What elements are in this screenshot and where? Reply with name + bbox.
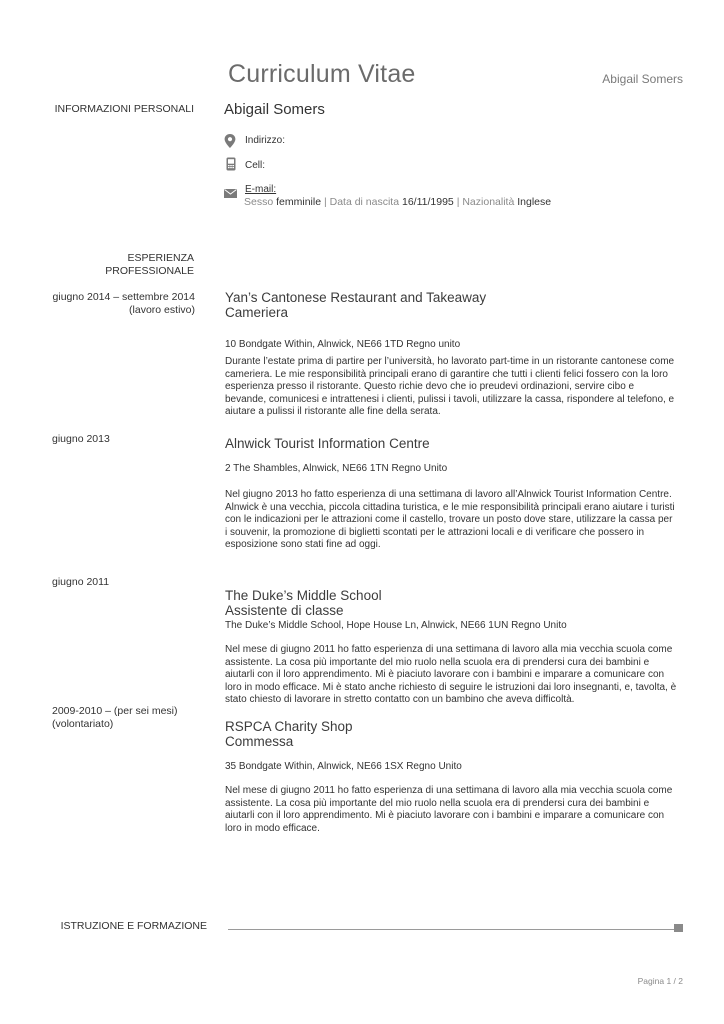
job-description: Nel mese di giugno 2011 ho fatto esperienza di una settimana di lavoro alla mia vecchia scuola come assistente. La cosa più importante del mio ruolo nella scuola era di prendersi cura dei bambini e aiutarli con il loro apprendimento. Mi è piaciuto lavorare con i bambini e imparare a comunicare con loro in modo efficace. [225, 785, 673, 834]
job-description: Nel giugno 2013 ho fatto esperienza di una settimana di lavoro all’Alnwick Tourist Information Centre. Alnwick è una vecchia, piccola cittadina turistica, e le mie responsibilità principali erano aiutare i turisti con le indicazioni per le attrazioni come il castello, trovare un posto dove stare, utilizzare la cassa per i souvenir, la promozione di biglietti scontati per le attrazioni locali e di verificare che possero in esposizione sono stati fine ad oggi. [225, 489, 675, 551]
location-pin-icon [224, 134, 236, 153]
job-role: Commessa [225, 734, 294, 749]
section-label-personal: INFORMAZIONI PERSONALI [54, 103, 194, 115]
job-date [52, 705, 177, 731]
sex-label: Sesso [244, 196, 274, 208]
job-date-line2: (volontariato) [52, 718, 114, 730]
job-employer: Alnwick Tourist Information Centre [225, 436, 430, 451]
cell-label: Cell: [245, 160, 266, 171]
address-label: Indirizzo: [245, 135, 286, 146]
job-date: giugno 2011 [52, 576, 110, 588]
email-label: E-mail: [245, 184, 277, 195]
section-divider [228, 929, 674, 930]
section-label-education: ISTRUZIONE E FORMAZIONE [60, 920, 207, 932]
personal-details [244, 196, 551, 208]
job-role: Cameriera [225, 305, 289, 320]
nationality-label: | Nazionalità [456, 196, 515, 208]
job-date [53, 291, 195, 317]
job-date-line1: giugno 2014 – settembre 2014 [52, 291, 195, 303]
section-label-experience-line1: ESPERIENZA [127, 252, 194, 264]
birth-value: 16/11/1995 [402, 196, 454, 208]
job-date: giugno 2013 [52, 433, 110, 445]
document-title: Curriculum Vitae [228, 60, 416, 88]
sex-value: femminile [276, 196, 322, 208]
job-address: 2 The Shambles, Alnwick, NE66 1TN Regno Unito [225, 463, 448, 474]
full-name: Abigail Somers [224, 101, 325, 118]
job-employer: Yan’s Cantonese Restaurant and Takeaway [225, 290, 487, 305]
job-role: Assistente di classe [225, 603, 344, 618]
header-name: Abigail Somers [602, 72, 683, 86]
phone-icon [226, 157, 236, 176]
nationality-value: Inglese [517, 196, 552, 208]
section-label-experience [105, 252, 194, 278]
job-date-line1: 2009-2010 – (per sei mesi) [52, 705, 178, 717]
job-address: 35 Bondgate Within, Alnwick, NE66 1SX Regno Unito [225, 761, 462, 772]
job-description: Nel mese di giugno 2011 ho fatto esperienza di una settimana di lavoro alla mia vecchia scuola come assistente. La cosa più importante del mio ruolo nella scuola era di prendersi cura dei bambini e aiutarli con il loro apprendimento. Mi è piaciuto lavorare con i bambini e imparare a comunicare con loro in modo efficace. Mi è stato anche richiesto di seguire le istruzioni dai loro insegnanti, e, tavolta, è stato chiesto di lavorare in stretto contatto con un bambino che aveva difficoltà. [225, 644, 677, 706]
email-icon [224, 185, 237, 203]
job-date-line2: (lavoro estivo) [129, 304, 195, 316]
section-label-experience-line2: PROFESSIONALE [105, 265, 194, 277]
job-employer: The Duke’s Middle School [225, 588, 382, 603]
birth-label: | Data di nascita [323, 196, 400, 208]
job-address: 10 Bondgate Within, Alnwick, NE66 1TD Regno unito [225, 339, 461, 350]
section-divider-end [674, 924, 683, 932]
page-number: Pagina 1 / 2 [637, 976, 683, 986]
job-description: Durante l’estate prima di partire per l’università, ho lavorato part-time in un ristorante cantonese come cameriera. Le mie responsibilità principali erano di garantire che tutti i clienti felici fossero con la loro esperienza presso il ristorante. Questo richie devo che io preudevi ordinazioni, servire cibo e bevande, comunicesi e intrattenesi i clienti, pulissi i tavoli, utilizzare la cassa, rispondere al telefono, e aiutare a pulissi il ristorante alle fine della serata. [225, 356, 675, 418]
job-address: The Duke’s Middle School, Hope House Ln, Alnwick, NE66 1UN Regno Unito [225, 620, 567, 631]
job-employer: RSPCA Charity Shop [225, 719, 353, 734]
